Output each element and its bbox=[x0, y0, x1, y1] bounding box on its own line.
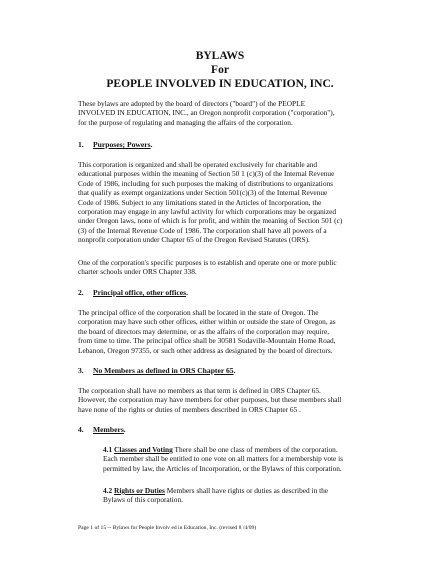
section-1-heading bbox=[78, 140, 152, 150]
subsection-4-2-line-2: Bylaws of this corporation. bbox=[103, 495, 183, 505]
document-title-line-2: For bbox=[211, 64, 229, 76]
subsection-4-1-line-3: permitted by law, the Articles of Incorporation, or the Bylaws of this corporation. bbox=[103, 463, 342, 473]
section-4-heading bbox=[78, 425, 126, 435]
subsection-4-1-first-line bbox=[103, 445, 381, 454]
subsection-4-1-title: Classes and Voting bbox=[114, 445, 173, 454]
subsection-4-2-title: Rights or Duties bbox=[114, 486, 165, 495]
section-3-paragraph-1: The corporation shall have no members as that term is defined in ORS Chapter 65. However, the corporation may have members for other purposes, but these members shall have none of the rights or duties of members described in ORS Chapter 65 . bbox=[78, 386, 342, 414]
section-1-trail: . bbox=[150, 140, 153, 149]
page-footer: Page 1 of 15 -- Bylaws for People Involv ed in Education, Inc. (revised 8 /4/09) bbox=[78, 525, 257, 531]
section-1-title: Purposes; Powers bbox=[93, 140, 151, 149]
subsection-4-2 bbox=[103, 486, 381, 505]
section-3-heading bbox=[78, 366, 235, 376]
section-3-number: 3. bbox=[78, 366, 84, 375]
section-3-trail: . bbox=[233, 366, 236, 375]
section-2-heading bbox=[78, 288, 188, 298]
subsection-4-2-text-first: Members shall have rights or duties as described in the bbox=[164, 486, 329, 495]
subsection-4-2-first-line bbox=[103, 486, 381, 495]
section-4-title: Members bbox=[93, 425, 124, 434]
section-1-paragraph-1: This corporation is organized and shall be operated exclusively for charitable and educational purposes within the meaning of Section 50 1 (c)(3) of the Internal Revenue Code of 1986, including for such purposes the making of distributions to organizations that qualify as exempt organizations under Section 501(c)(3) of the Internal Revenue Code of 1986. Subject to any limitations stated in the Articles of Incorporation, the corporation may engage in any lawful activity for which corporations may be organized under Oregon laws, none of which is for profit, and within the meaning of Section 501 (c) (3) of the Internal Revenue Code of 1986. The corporation shall have all powers of a nonprofit corporation under Chapter 65 of the Oregon Revised Statutes (ORS). bbox=[78, 160, 343, 245]
section-2-trail: . bbox=[186, 288, 188, 297]
section-1-paragraph-2: One of the corporation's specific purposes is to establish and operate one or more public charter schools under ORS Chapter 338. bbox=[78, 258, 337, 277]
intro-paragraph: These bylaws are adopted by the board of directors ("board") of the PEOPLE INVOLVED IN EDUCATION, INC., an Oregon nonprofit corporation ("corporation"), for the purpose of regulating and managing the affairs of the corporation. bbox=[78, 99, 335, 127]
section-2-number: 2. bbox=[78, 288, 84, 297]
section-4-number: 4. bbox=[78, 425, 84, 434]
section-4-trail: . bbox=[123, 425, 126, 434]
document-title-line-1: BYLAWS bbox=[195, 50, 245, 62]
subsection-4-1-number: 4.1 bbox=[103, 445, 113, 454]
section-3-title: No Members as defined in ORS Chapter 65 bbox=[93, 366, 234, 375]
subsection-4-2-number: 4.2 bbox=[103, 486, 113, 495]
document-title-line-3: PEOPLE INVOLVED IN EDUCATION, INC. bbox=[106, 78, 334, 90]
subsection-4-1-text-first: There shall be one class of members of the corporation. bbox=[172, 445, 338, 454]
section-2-paragraph-1: The principal office of the corporation shall be located in the state of Oregon. The corporation may have such other offices, either within or outside the state of Oregon, as the board of directors may determine, or as the affairs of the corporation may require, from time to time. The principal office shall be 30581 Sodaville-Mountain Home Road, Lebanon, Oregon 97355, or such other address as designated by the board of directors. bbox=[78, 308, 336, 355]
section-2-title: Principal office, other offices bbox=[93, 288, 187, 297]
subsection-4-1-line-2: Each member shall be entitled to one vote on all matters for a membership vote is bbox=[103, 454, 344, 464]
section-1-number: 1. bbox=[78, 140, 84, 149]
subsection-4-1 bbox=[103, 445, 381, 473]
